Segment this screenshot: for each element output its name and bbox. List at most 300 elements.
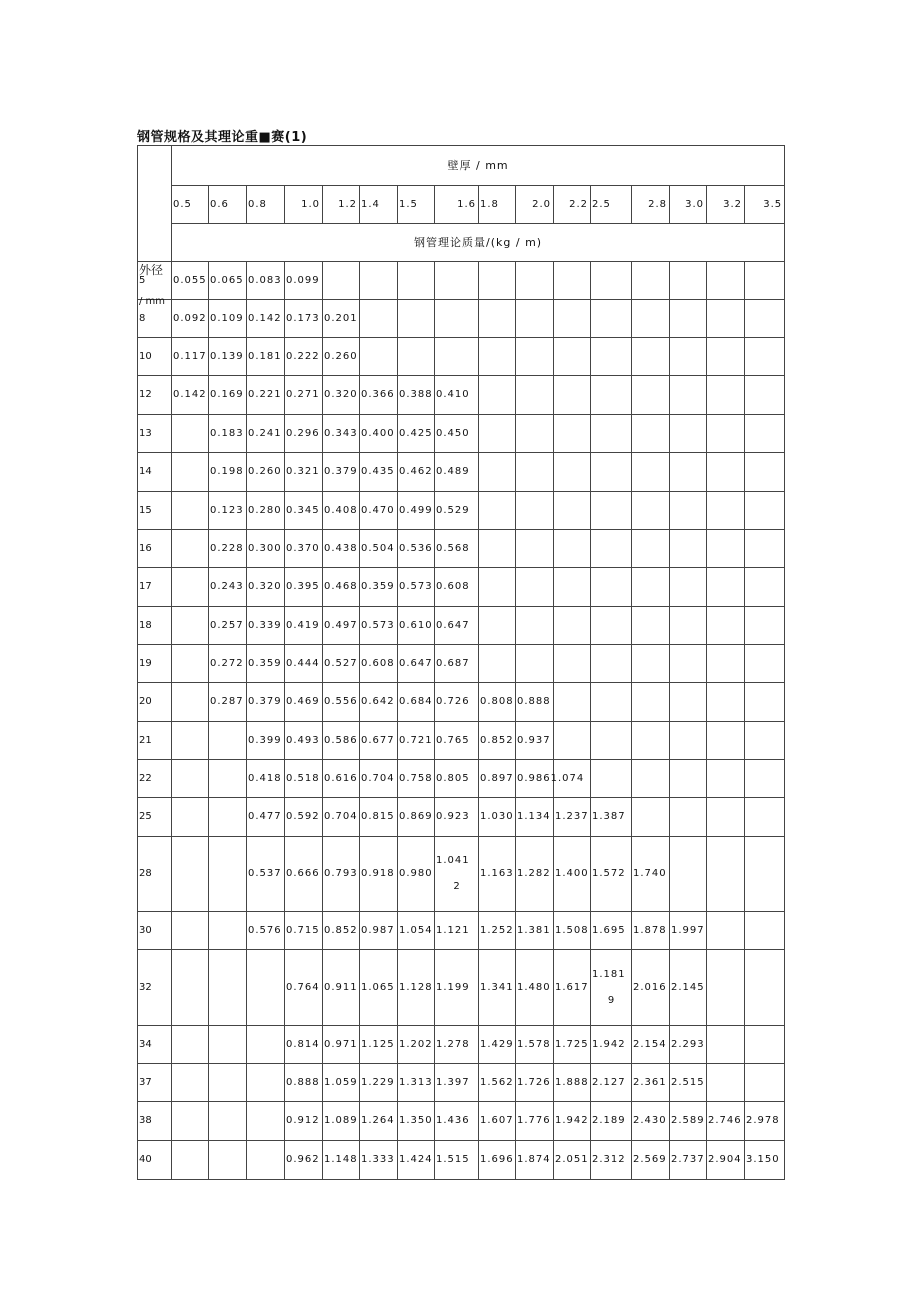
mass-value-cell: 0.339 (247, 607, 285, 645)
mass-value-cell: 0.764 (285, 950, 323, 1026)
table-row (138, 950, 785, 1026)
outer-diameter-cell: 25 (138, 798, 172, 837)
mass-value-cell: 0.287 (209, 683, 247, 722)
mass-value-cell: 2.127 (591, 1064, 632, 1102)
mass-value-cell (172, 760, 209, 798)
thickness-header-cell: 1.5 (398, 186, 435, 224)
mass-value-cell (591, 376, 632, 415)
mass-value-cell: 1.237 (554, 798, 591, 837)
mass-value-cell (707, 1026, 745, 1064)
mass-value-cell: 0.379 (247, 683, 285, 722)
outer-diameter-cell: 8 (138, 300, 172, 338)
mass-value-cell: 1.264 (360, 1102, 398, 1141)
table-row (138, 645, 785, 683)
mass-value-cell: 0.123 (209, 492, 247, 530)
mass-value-cell (591, 950, 632, 1026)
mass-value-cell: 0.647 (435, 607, 479, 645)
mass-value-cell: 0.586 (323, 722, 360, 760)
mass-value-cell (479, 262, 516, 300)
outer-diameter-cell: 13 (138, 415, 172, 453)
mass-value-cell: 0.243 (209, 568, 247, 607)
mass-value-cell (591, 530, 632, 568)
mass-value-cell: 0.410 (435, 376, 479, 415)
mass-value-cell: 0.418 (247, 760, 285, 798)
table-row (138, 376, 785, 415)
mass-value-cell: 0.117 (172, 338, 209, 376)
mass-value-cell (707, 530, 745, 568)
mass-value-cell (745, 530, 785, 568)
wall-thickness-header: 壁厚 / mm (172, 146, 785, 186)
mass-value-cell (591, 607, 632, 645)
mass-value-cell (554, 376, 591, 415)
mass-value-cell (745, 300, 785, 338)
mass-value-cell (591, 300, 632, 338)
mass-value-cell (745, 1064, 785, 1102)
thickness-header-cell: 0.8 (247, 186, 285, 224)
outer-diameter-unit: / mm (139, 295, 166, 307)
mass-value-cell (745, 683, 785, 722)
mass-value-cell (745, 798, 785, 837)
mass-value-cell: 0.852 (323, 912, 360, 950)
mass-value-cell (632, 645, 670, 683)
mass-value-cell: 0.359 (360, 568, 398, 607)
mass-value-cell (745, 376, 785, 415)
mass-value-cell: 2.016 (632, 950, 670, 1026)
mass-value-cell: 1.030 (479, 798, 516, 837)
mass-value-cell: 2.051 (554, 1141, 591, 1180)
mass-value-cell: 0.228 (209, 530, 247, 568)
mass-value-cell (745, 262, 785, 300)
mass-value-cell: 1.202 (398, 1026, 435, 1064)
mass-value-cell (670, 262, 707, 300)
mass-value-cell (591, 645, 632, 683)
mass-value-cell: 0.897 (479, 760, 516, 798)
mass-value-cell (632, 262, 670, 300)
mass-value-cell (591, 722, 632, 760)
mass-value-cell (172, 683, 209, 722)
mass-value-cell: 0.462 (398, 453, 435, 492)
mass-value-cell (745, 950, 785, 1026)
mass-value-cell (323, 262, 360, 300)
mass-value-cell (172, 415, 209, 453)
mass-value-cell (172, 912, 209, 950)
mass-value-cell (435, 262, 479, 300)
mass-value-cell: 0.497 (323, 607, 360, 645)
mass-value-cell (172, 1102, 209, 1141)
mass-value-cell: 0.099 (285, 262, 323, 300)
mass-value-cell (707, 300, 745, 338)
mass-value-cell (670, 683, 707, 722)
mass-value-cell: 2.569 (632, 1141, 670, 1180)
mass-value-cell (516, 530, 554, 568)
mass-value-cell: 1.480 (516, 950, 554, 1026)
mass-value-cell (591, 568, 632, 607)
mass-value-cell (591, 760, 632, 798)
mass-value-cell: 1.350 (398, 1102, 435, 1141)
table-row (138, 530, 785, 568)
outer-diameter-cell: 5 (138, 262, 172, 300)
mass-value-cell (360, 262, 398, 300)
mass-value-cell (479, 376, 516, 415)
mass-value-cell: 1.607 (479, 1102, 516, 1141)
mass-value-cell (707, 262, 745, 300)
table-row (138, 798, 785, 837)
mass-value-cell: 1.429 (479, 1026, 516, 1064)
mass-value-cell: 0.758 (398, 760, 435, 798)
table-row (138, 683, 785, 722)
mass-value-cell (209, 912, 247, 950)
mass-value-cell: 0.438 (323, 530, 360, 568)
mass-value-cell: 0.980 (398, 837, 435, 912)
mass-value-cell: 0.477 (247, 798, 285, 837)
mass-value-cell (554, 415, 591, 453)
mass-value-cell: 1.199 (435, 950, 479, 1026)
mass-value-cell: 0.142 (172, 376, 209, 415)
mass-value-cell: 0.529 (435, 492, 479, 530)
mass-value-cell (591, 492, 632, 530)
mass-value-cell: 1.148 (323, 1141, 360, 1180)
mass-value-cell: 0.815 (360, 798, 398, 837)
mass-value-cell: 1.942 (591, 1026, 632, 1064)
outer-diameter-cell: 18 (138, 607, 172, 645)
outer-diameter-cell: 21 (138, 722, 172, 760)
mass-value-cell (707, 492, 745, 530)
mass-value-cell: 1.696 (479, 1141, 516, 1180)
mass-value-cell: 1.515 (435, 1141, 479, 1180)
mass-value-cell: 0.109 (209, 300, 247, 338)
mass-value-cell (632, 722, 670, 760)
outer-diameter-cell: 10 (138, 338, 172, 376)
mass-value-cell (554, 300, 591, 338)
table-row (138, 568, 785, 607)
mass-value-cell (745, 568, 785, 607)
mass-value-cell (554, 453, 591, 492)
outer-diameter-cell: 14 (138, 453, 172, 492)
mass-value-cell: 1.282 (516, 837, 554, 912)
mass-value-cell (435, 837, 479, 912)
mass-value-cell (670, 760, 707, 798)
mass-value-cell: 0.987 (360, 912, 398, 950)
mass-value-cell: 2.904 (707, 1141, 745, 1180)
mass-value-cell (516, 338, 554, 376)
mass-value-cell: 0.499 (398, 492, 435, 530)
mass-value-cell: 1.725 (554, 1026, 591, 1064)
mass-value-cell (479, 453, 516, 492)
mass-value-cell (707, 415, 745, 453)
mass-value-cell: 0.573 (398, 568, 435, 607)
mass-value-cell: 0.257 (209, 607, 247, 645)
thickness-header-cell: 0.6 (209, 186, 247, 224)
mass-value-cell (247, 1064, 285, 1102)
mass-value-cell: 2.189 (591, 1102, 632, 1141)
mass-value-cell: 0.808 (479, 683, 516, 722)
mass-value-cell: 1.740 (632, 837, 670, 912)
thickness-header-cell: 2.2 (554, 186, 591, 224)
mass-value-cell (435, 338, 479, 376)
mass-value-cell: 1.128 (398, 950, 435, 1026)
mass-value-cell (398, 338, 435, 376)
mass-value-cell: 0.918 (360, 837, 398, 912)
mass-value-cell (707, 1064, 745, 1102)
mass-value-cell: 2.430 (632, 1102, 670, 1141)
mass-value-cell: 0.065 (209, 262, 247, 300)
mass-value-cell (632, 683, 670, 722)
outer-diameter-cell: 38 (138, 1102, 172, 1141)
table-row (138, 492, 785, 530)
mass-value-cell: 0.647 (398, 645, 435, 683)
mass-value-cell: 1.695 (591, 912, 632, 950)
line-gap (436, 868, 478, 880)
mass-value-cell: 0.721 (398, 722, 435, 760)
mass-value-cell: 0.359 (247, 645, 285, 683)
mass-value-cell (247, 1141, 285, 1180)
mass-value-cell: 0.173 (285, 300, 323, 338)
mass-value-cell (670, 837, 707, 912)
mass-value-cell (632, 376, 670, 415)
mass-value-cell: 0.684 (398, 683, 435, 722)
mass-value-cell (670, 568, 707, 607)
table-row (138, 607, 785, 645)
mass-value-cell: 1.059 (323, 1064, 360, 1102)
table-row (138, 722, 785, 760)
mass-value-cell: 0.793 (323, 837, 360, 912)
mass-value-cell (209, 950, 247, 1026)
mass-value-cell: 1.387 (591, 798, 632, 837)
mass-value-cell: 2.746 (707, 1102, 745, 1141)
mass-value-cell: 0.181 (247, 338, 285, 376)
mass-value-cell (745, 338, 785, 376)
mass-value-cell: 0.241 (247, 415, 285, 453)
table-row (138, 300, 785, 338)
mass-value-cell: 2.145 (670, 950, 707, 1026)
mass-value-cell: 0.296 (285, 415, 323, 453)
mass-value-cell (707, 912, 745, 950)
mass-value-cell (591, 683, 632, 722)
mass-value-cell (172, 1064, 209, 1102)
mass-value-cell: 0.320 (247, 568, 285, 607)
mass-value-cell: 1.997 (670, 912, 707, 950)
mass-value-cell: 0.183 (209, 415, 247, 453)
thickness-header-cell: 2.8 (632, 186, 670, 224)
table-row (138, 262, 785, 300)
mass-value-cell: 0.139 (209, 338, 247, 376)
mass-value-cell (516, 415, 554, 453)
mass-value-cell (554, 683, 591, 722)
mass-value-cell (707, 950, 745, 1026)
mass-value-cell: 1.888 (554, 1064, 591, 1102)
mass-value-cell: 0.677 (360, 722, 398, 760)
line-gap (592, 982, 631, 994)
mass-value-cell (172, 1026, 209, 1064)
mass-value-cell: 0.576 (247, 912, 285, 950)
mass-value-cell: 0.142 (247, 300, 285, 338)
mass-value-cell: 0.280 (247, 492, 285, 530)
mass-value-cell (707, 338, 745, 376)
table-row (138, 837, 785, 912)
mass-value-cell: 0.888 (516, 683, 554, 722)
page-title: 钢管规格及其理论重■赛(1) (137, 130, 308, 145)
mass-value-cell (516, 568, 554, 607)
mass-value-cell: 0.869 (398, 798, 435, 837)
table-row (138, 1064, 785, 1102)
mass-value-cell: 0.435 (360, 453, 398, 492)
mass-value-cell (479, 607, 516, 645)
mass-value-cell: 0.092 (172, 300, 209, 338)
mass-value-cell (632, 568, 670, 607)
mass-value-cell (554, 722, 591, 760)
mass-value-cell: 0.366 (360, 376, 398, 415)
mass-value-cell (745, 645, 785, 683)
mass-value-cell (707, 568, 745, 607)
mass-value-cell (670, 798, 707, 837)
mass-value-cell (745, 912, 785, 950)
mass-value-cell (632, 415, 670, 453)
thickness-header-cell: 0.5 (172, 186, 209, 224)
mass-value-cell (670, 338, 707, 376)
mass-value-cell: 1.508 (554, 912, 591, 950)
mass-value-cell: 0.271 (285, 376, 323, 415)
mass-value-cell: 0.083 (247, 262, 285, 300)
mass-value-cell: 1.424 (398, 1141, 435, 1180)
mass-value-cell (479, 300, 516, 338)
thickness-header-cell: 1.8 (479, 186, 516, 224)
mass-value-cell: 0.852 (479, 722, 516, 760)
mass-value-cell: 0.537 (247, 837, 285, 912)
mass-value-cell: 0.198 (209, 453, 247, 492)
mass-value-cell (554, 530, 591, 568)
mass-value-cell (632, 607, 670, 645)
mass-value-cell: 1.163 (479, 837, 516, 912)
outer-diameter-cell: 15 (138, 492, 172, 530)
thickness-header-cell: 1.0 (285, 186, 323, 224)
mass-value-line2: 9 (607, 994, 616, 1006)
mass-value-cell: 1.381 (516, 912, 554, 950)
thickness-header-cell: 3.2 (707, 186, 745, 224)
mass-value-cell (632, 453, 670, 492)
mass-value-cell (516, 376, 554, 415)
mass-value-cell (745, 760, 785, 798)
mass-value-cell: 0.201 (323, 300, 360, 338)
mass-value-cell: 0.765 (435, 722, 479, 760)
mass-value-cell: 0.527 (323, 645, 360, 683)
mass-value-cell: 2.154 (632, 1026, 670, 1064)
mass-value-cell: 0.518 (285, 760, 323, 798)
mass-value-cell: 0.468 (323, 568, 360, 607)
mass-value-cell (707, 683, 745, 722)
mass-value-cell: 0.300 (247, 530, 285, 568)
mass-value-cell (209, 1141, 247, 1180)
mass-value-cell (707, 607, 745, 645)
mass-value-cell (209, 1102, 247, 1141)
mass-value-line1: 1.041 (436, 855, 470, 866)
outer-diameter-cell: 30 (138, 912, 172, 950)
mass-value-cell (172, 950, 209, 1026)
mass-value-cell: 0.592 (285, 798, 323, 837)
mass-value-cell: 0.608 (435, 568, 479, 607)
mass-value-cell (591, 415, 632, 453)
mass-value-cell (209, 722, 247, 760)
thickness-header-cell: 1.6 (435, 186, 479, 224)
mass-value-cell: 1.617 (554, 950, 591, 1026)
mass-value-cell: 0.400 (360, 415, 398, 453)
mass-value-cell (554, 492, 591, 530)
mass-value-cell: 1.436 (435, 1102, 479, 1141)
mass-value-cell: 2.293 (670, 1026, 707, 1064)
mass-value-cell (670, 530, 707, 568)
mass-value-cell (172, 837, 209, 912)
mass-value-cell: 0.888 (285, 1064, 323, 1102)
table-row (138, 760, 785, 798)
mass-header: 钢管理论质量/(kg / m) (172, 224, 785, 262)
mass-value-cell: 0.395 (285, 568, 323, 607)
mass-value-cell: 1.054 (398, 912, 435, 950)
mass-value-cell (707, 760, 745, 798)
mass-value-cell (435, 300, 479, 338)
mass-value-cell (554, 607, 591, 645)
mass-value-line2: 2 (453, 881, 461, 892)
mass-value-cell (707, 798, 745, 837)
mass-value-cell: 1.397 (435, 1064, 479, 1102)
mass-value-cell (516, 300, 554, 338)
mass-value-cell (172, 798, 209, 837)
mass-value-cell: 1.089 (323, 1102, 360, 1141)
mass-value-cell (172, 722, 209, 760)
mass-value-cell: 0.814 (285, 1026, 323, 1064)
mass-value-cell: 2.312 (591, 1141, 632, 1180)
mass-value-cell (632, 798, 670, 837)
mass-value-cell (670, 722, 707, 760)
mass-value-cell (632, 492, 670, 530)
mass-value-cell: 1.134 (516, 798, 554, 837)
mass-value-cell (745, 607, 785, 645)
mass-value-cell: 0.616 (323, 760, 360, 798)
mass-value-cell (670, 376, 707, 415)
mass-value-cell (516, 607, 554, 645)
thickness-header-cell: 3.5 (745, 186, 785, 224)
mass-value-cell: 1.229 (360, 1064, 398, 1102)
thickness-header-cell: 2.0 (516, 186, 554, 224)
mass-value-cell: 1.874 (516, 1141, 554, 1180)
mass-value-cell (209, 837, 247, 912)
mass-value-cell: 0.321 (285, 453, 323, 492)
mass-value-cell (172, 1141, 209, 1180)
mass-value-cell: 0.450 (435, 415, 479, 453)
steel-pipe-table (137, 145, 785, 1180)
mass-value-cell (670, 415, 707, 453)
mass-value-cell: 1.562 (479, 1064, 516, 1102)
mass-value-cell: 1.065 (360, 950, 398, 1026)
mass-value-cell (172, 607, 209, 645)
mass-value-cell: 1.726 (516, 1064, 554, 1102)
mass-value-cell (479, 568, 516, 607)
mass-value-cell (209, 1064, 247, 1102)
mass-value-cell: 0.608 (360, 645, 398, 683)
mass-value-cell: 2.978 (745, 1102, 785, 1141)
mass-value-cell: 0.610 (398, 607, 435, 645)
mass-value-cell: 0.805 (435, 760, 479, 798)
mass-value-cell: 3.150 (745, 1141, 785, 1180)
mass-value-cell: 0.971 (323, 1026, 360, 1064)
mass-value-cell: 0.642 (360, 683, 398, 722)
mass-value-cell (479, 492, 516, 530)
mass-value-cell: 0.493 (285, 722, 323, 760)
mass-value-cell (707, 722, 745, 760)
mass-value-cell: 0.911 (323, 950, 360, 1026)
mass-value-cell (745, 492, 785, 530)
mass-value-cell: 0.419 (285, 607, 323, 645)
outer-diameter-cell: 40 (138, 1141, 172, 1180)
mass-value-cell (707, 376, 745, 415)
